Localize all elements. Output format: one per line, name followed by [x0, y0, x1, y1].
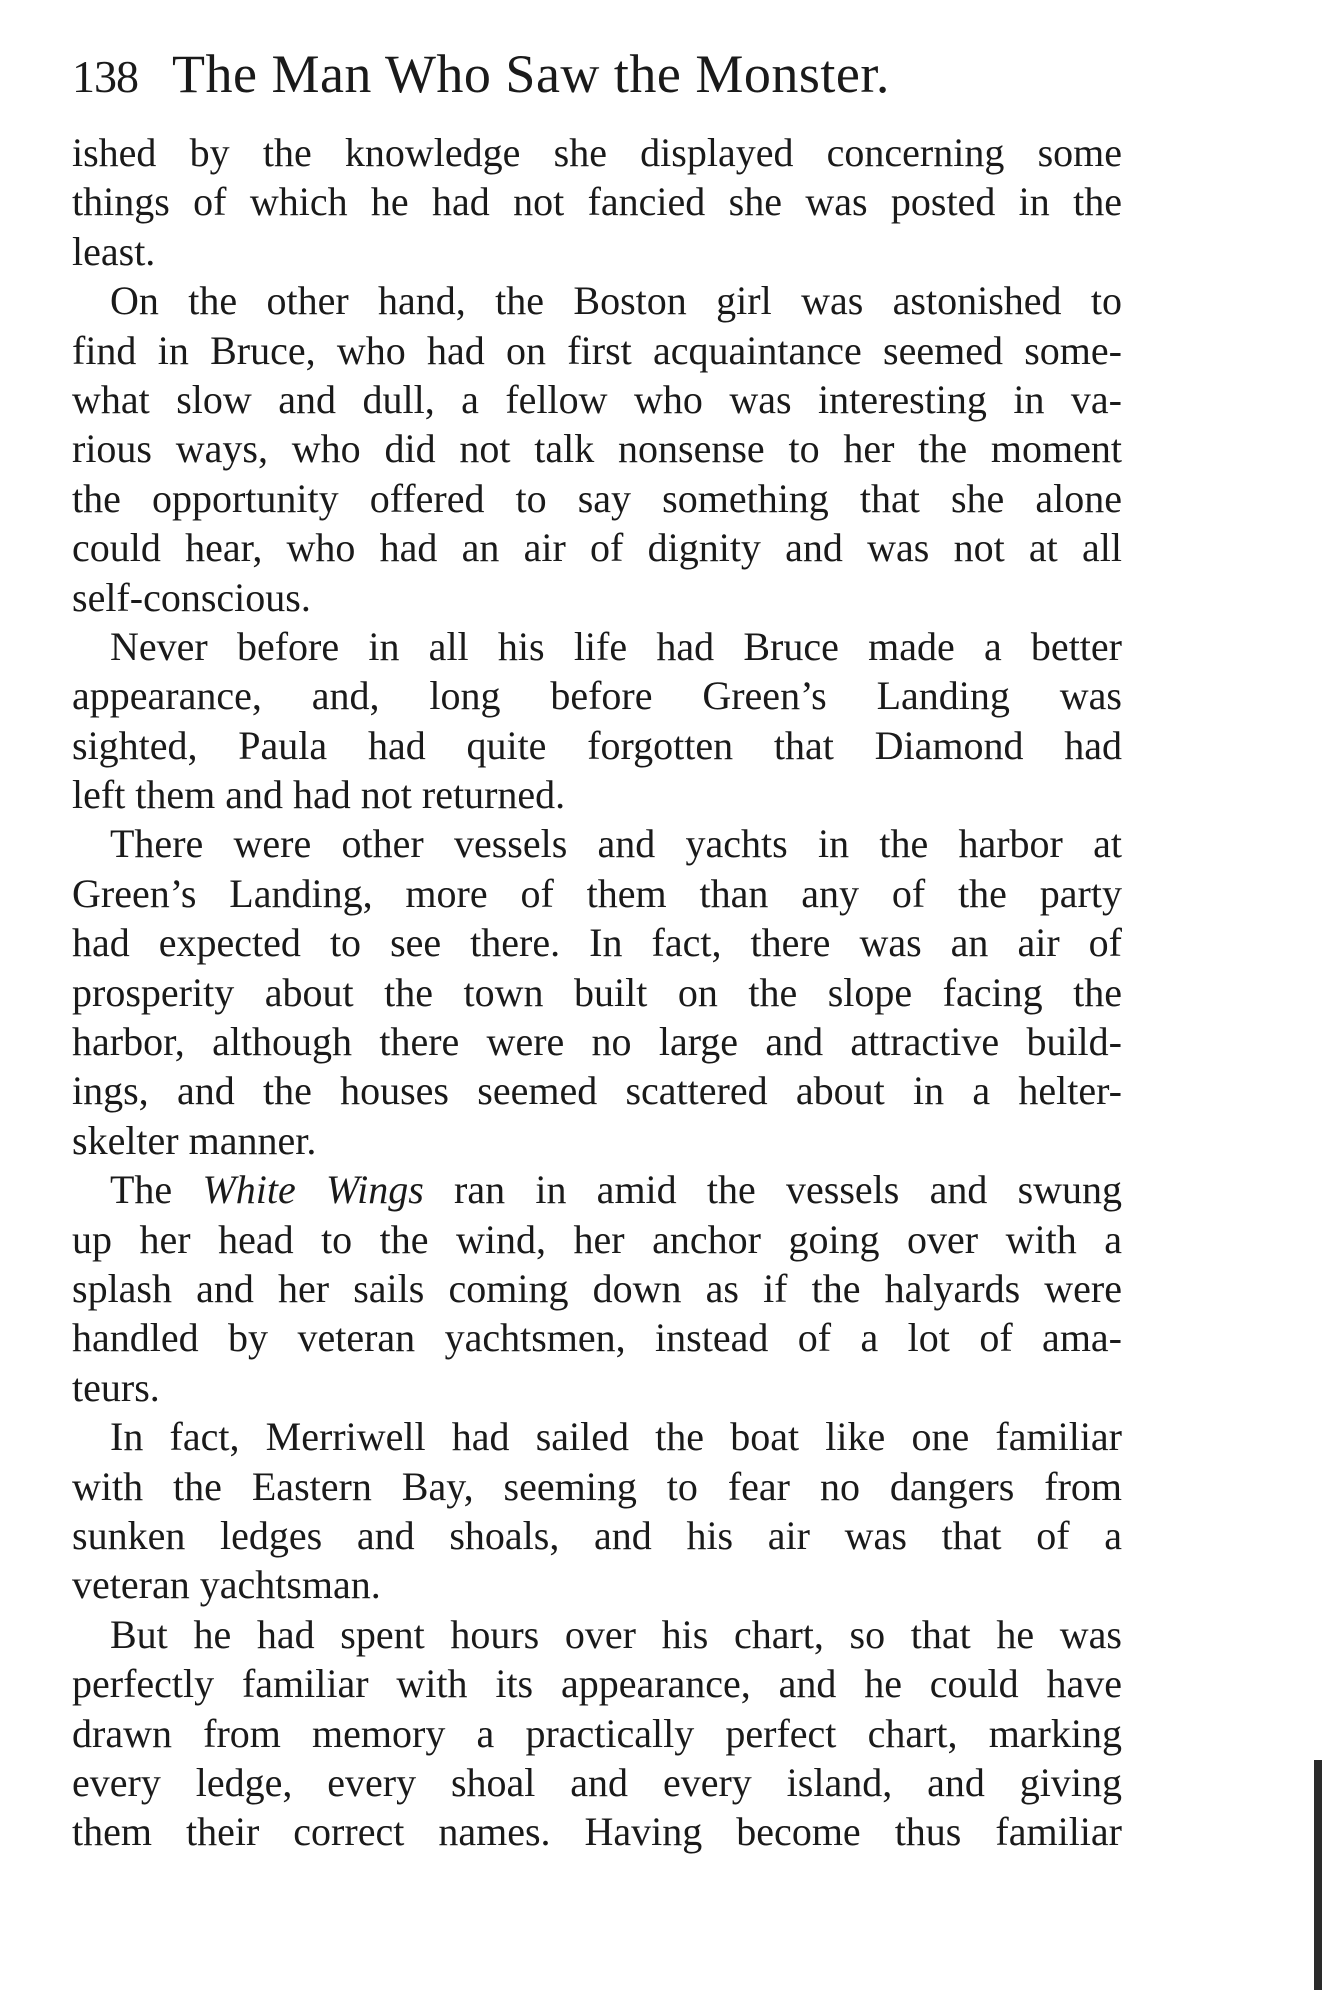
page-edge-mark	[1314, 1760, 1322, 1990]
text-line: prosperity about the town built on the slope facing the	[72, 969, 1122, 1015]
text-line: perfectly familiar with its appearance, and he could have	[72, 1661, 1122, 1707]
text-line: up her head to the wind, her anchor going over with a	[72, 1216, 1122, 1262]
text-line: with the Eastern Bay, seeming to fear no dangers from	[72, 1463, 1122, 1509]
page-number: 138	[72, 51, 138, 102]
text-line: self-conscious.	[72, 574, 311, 620]
text-line: But he had spent hours over his chart, so that he was	[110, 1611, 1122, 1657]
text-line: Green’s Landing, more of them than any of the party	[72, 870, 1122, 916]
text-line: every ledge, every shoal and every island, and giving	[72, 1759, 1122, 1805]
text-line: handled by veteran yachtsmen, instead of a lot of ama-	[72, 1315, 1122, 1361]
text-line: splash and her sails coming down as if the halyards were	[72, 1265, 1122, 1311]
text-line: skelter manner.	[72, 1117, 317, 1163]
text-line: In fact, Merriwell had sailed the boat like one familiar	[110, 1414, 1122, 1460]
text-line-part: The	[110, 1167, 203, 1213]
text-line	[72, 1165, 1122, 1214]
running-title: The Man Who Saw the Monster.	[172, 44, 890, 104]
text-line: On the other hand, the Boston girl was astonished to	[110, 278, 1122, 324]
text-line: teurs.	[72, 1364, 160, 1410]
text-line: harbor, although there were no large and attractive build-	[72, 1019, 1122, 1065]
running-head	[72, 34, 1122, 114]
text-line: drawn from memory a practically perfect chart, marking	[72, 1710, 1122, 1756]
text-line: the opportunity offered to say something that she alone	[72, 475, 1122, 521]
book-page	[72, 34, 1122, 1857]
text-line: veteran yachtsman.	[72, 1562, 381, 1608]
text-line: find in Bruce, who had on first acquaintance seemed some-	[72, 327, 1122, 373]
text-line: could hear, who had an air of dignity and was not at all	[72, 525, 1122, 571]
text-line: things of which he had not fancied she was posted in the	[72, 179, 1122, 225]
text-line: what slow and dull, a fellow who was interesting in va-	[72, 376, 1122, 422]
text-line: least.	[72, 228, 156, 274]
body-text	[72, 128, 1122, 1857]
text-line: Never before in all his life had Bruce made a better	[110, 623, 1122, 669]
text-line: them their correct names. Having become thus familiar	[72, 1809, 1122, 1855]
text-line: appearance, and, long before Green’s Landing was	[72, 673, 1122, 719]
text-line: ings, and the houses seemed scattered about in a helter-	[72, 1068, 1122, 1114]
text-line: sighted, Paula had quite forgotten that Diamond had	[72, 722, 1122, 768]
text-line: sunken ledges and shoals, and his air was that of a	[72, 1512, 1122, 1558]
text-line: left them and had not returned.	[72, 772, 566, 818]
text-line: rious ways, who did not talk nonsense to her the moment	[72, 426, 1122, 472]
ship-name-italic: White Wings	[202, 1167, 424, 1213]
text-line: had expected to see there. In fact, there was an air of	[72, 920, 1122, 966]
text-line: There were other vessels and yachts in the harbor at	[110, 821, 1122, 867]
text-line-part: ran in amid the vessels and swung	[423, 1167, 1123, 1213]
text-line: ished by the knowledge she displayed concerning some	[72, 130, 1122, 175]
